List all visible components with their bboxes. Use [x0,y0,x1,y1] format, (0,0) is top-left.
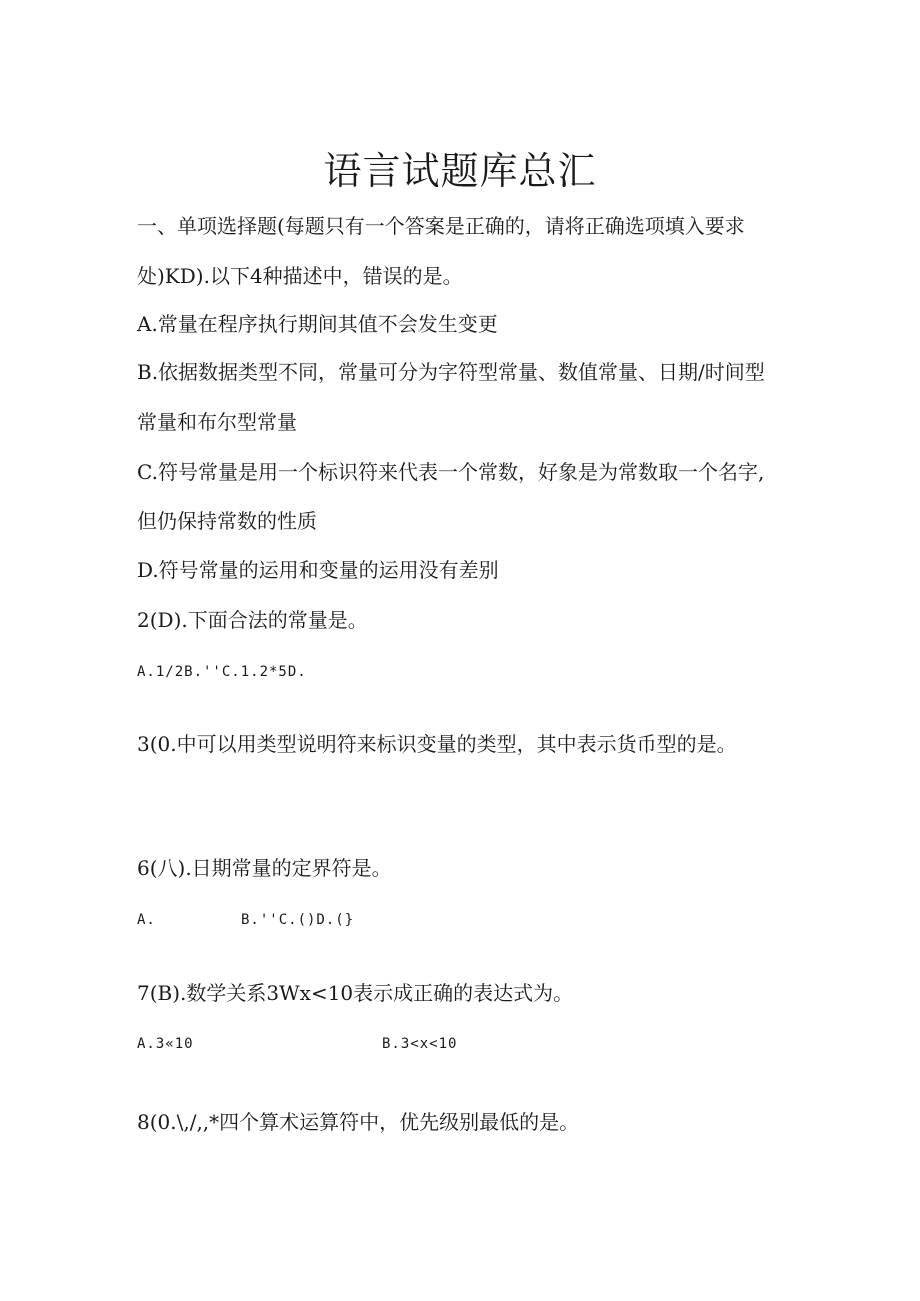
q1-option-b-line2: 常量和布尔型常量 [137,410,297,434]
q6-option-a: A. [137,912,156,928]
section-heading-line1: 一、单项选择题(每题只有一个答案是正确的，请将正确选项填入要求 [137,214,745,238]
q1-option-c-line2: 但仍保持常数的性质 [137,509,317,533]
section-heading-line2: 处)KD).以下4种描述中，错误的是。 [137,264,463,288]
q1-option-a: A.常量在程序执行期间其值不会发生变更 [137,312,498,336]
q2-stem: 2(D).下面合法的常量是。 [137,608,368,632]
q8-stem: 8(0.\,/,,*四个算术运算符中，优先级别最低的是。 [137,1110,580,1134]
q7-stem: 7(B).数学关系3Wx<10表示成正确的表达式为。 [137,981,574,1005]
q6-stem: 6(八).日期常量的定界符是。 [137,856,392,880]
q1-option-d: D.符号常量的运用和变量的运用没有差别 [137,558,499,582]
q7-option-a: A.3«10 [137,1036,194,1052]
q1-option-c-line1: C.符号常量是用一个标识符来代表一个常数，好象是为常数取一个名字, [137,460,765,484]
page-title: 语言试题库总汇 [323,149,597,193]
q6-options-bcd: B.''C.()D.(} [241,912,355,928]
q2-options: A.1/2B.''C.1.2*5D. [137,664,307,680]
q1-option-b-line1: B.依据数据类型不同，常量可分为字符型常量、数值常量、日期/时间型 [137,360,765,384]
q3-stem: 3(0.中可以用类型说明符来标识变量的类型，其中表示货币型的是。 [137,732,737,756]
q7-option-b: B.3<x<10 [382,1036,458,1052]
